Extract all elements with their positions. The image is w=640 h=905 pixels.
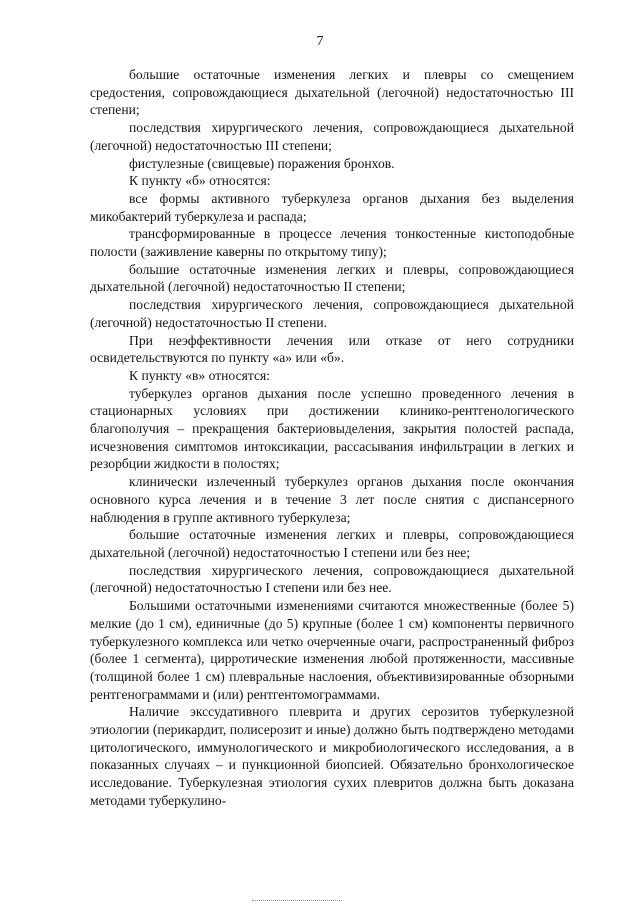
paragraph-8: последствия хирургического лечения, сопровождающиеся дыхательной (легочной) недостаточностью II степени.	[90, 297, 574, 330]
paragraph-2: последствия хирургического лечения, сопровождающиеся дыхательной (легочной) недостаточностью III степени;	[90, 120, 574, 153]
paragraph-11: туберкулез органов дыхания после успешно проведенного лечения в стационарных условиях при достижении клинико-рентгенологического благополучия – прекращения бактериовыделения, закрытия полостей распада, исчезновения симптомов интоксикации, рассасывания инфильтрации в легких и резорбции жидкости в полостях;	[90, 385, 574, 472]
paragraph-14: последствия хирургического лечения, сопровождающиеся дыхательной (легочной) недостаточностью I степени или без нее.	[90, 562, 574, 596]
paragraph-3: фистулезные (свищевые) поражения бронхов.	[129, 155, 395, 171]
paragraph-4: К пункту «б» относятся:	[129, 173, 271, 189]
paragraph-1: большие остаточные изменения легких и плевры со смещением средостения, сопровождающиеся дыхательной (легочной) недостаточностью III степени;	[90, 67, 574, 118]
paragraph-10: К пункту «в» относятся:	[129, 367, 271, 383]
paragraph-7: большие остаточные изменения легких и плевры, сопровождающиеся дыхательной (легочной) недостаточностью II степени;	[90, 261, 574, 295]
page-number: 7	[316, 34, 324, 49]
paragraph-16: Наличие экссудативного плеврита и других серозитов туберкулезной этиологии (перикардит, полисерозит и иные) должно быть подтверждено методами цитологического, иммунологического и микробиологического исследования, а в показанных случаях – и пункционной биопсией. Обязательно бронхологическое исследование. Туберкулезная этиология сухих плевритов должна быть доказана методами туберкулино-	[90, 704, 574, 808]
paragraph-13: большие остаточные изменения легких и плевры, сопровождающиеся дыхательной (легочной) недостаточностью I степени или без нее;	[90, 527, 574, 560]
page-bottom-dotted-mark	[252, 900, 342, 901]
paragraph-9: При неэффективности лечения или отказе от него сотрудники освидетельствуются по пункту «а» или «б».	[90, 332, 574, 366]
paragraph-6: трансформированные в процессе лечения тонкостенные кистоподобные полости (заживление каверны по открытому типу);	[90, 226, 574, 260]
body-text	[90, 66, 574, 810]
paragraph-12: клинически излеченный туберкулез органов дыхания после окончания основного курса лечения и в течение 3 лет после снятия с диспансерного наблюдения в группе активного туберкулеза;	[90, 474, 574, 525]
paragraph-15: Большими остаточными изменениями считаются множественные (более 5) мелкие (до 1 см), единичные (до 5) крупные (более 1 см) компоненты первичного туберкулезного комплекса или четко очерченные очаги, распространенный фиброз (более 1 сегмента), цирротические изменения любой протяженности, массивные (толщиной более 1 см) плевральные наслоения, объективизированные обзорными рентгенограммами и (или) рентгентомограммами.	[90, 598, 574, 702]
paragraph-5: все формы активного туберкулеза органов дыхания без выделения микобактерий туберкулеза и распада;	[90, 190, 574, 224]
